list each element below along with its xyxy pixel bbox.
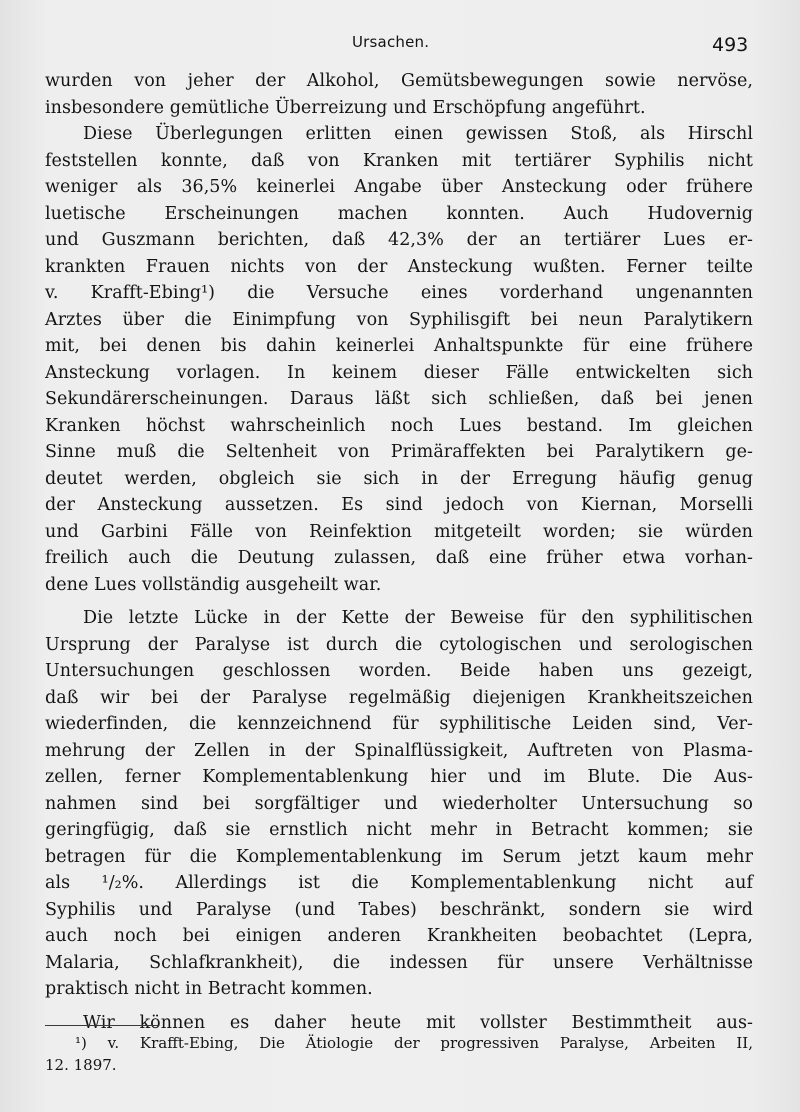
text-line: mit, bei denen bis dahin keinerlei Anhaltspunkte für eine frühere	[45, 336, 753, 356]
text-line: Wir können es daher heute mit vollster Bestimmtheit aus-	[83, 1012, 753, 1033]
text-line: als ¹/₂%. Allerdings ist die Komplementablenkung nicht auf	[45, 873, 753, 893]
text-line: Syphilis und Paralyse (und Tabes) beschränkt, sondern sie wird	[45, 899, 753, 920]
text-line: praktisch nicht in Betracht kommen.	[45, 979, 373, 999]
text-line: auch noch bei einigen anderen Krankheiten beobachtet (Lepra,	[45, 926, 753, 946]
text-line: zellen, ferner Komplementablenkung hier und im Blute. Die Aus-	[45, 767, 753, 787]
text-line: der Ansteckung aussetzen. Es sind jedoch von Kiernan, Morselli	[45, 495, 753, 515]
footnote-line: ¹) v. Krafft-Ebing, Die Ätiologie der progressiven Paralyse, Arbeiten II,	[75, 1034, 753, 1052]
text-line: Untersuchungen geschlossen worden. Beide haben uns gezeigt,	[45, 661, 753, 681]
running-head: Ursachen.	[352, 33, 430, 51]
text-line: Sinne muß die Seltenheit von Primäraffekten bei Paralytikern ge-	[45, 442, 753, 462]
text-line: und Garbini Fälle von Reinfektion mitgeteilt worden; sie würden	[45, 521, 753, 542]
text-line: nahmen sind bei sorgfältiger und wiederholter Untersuchung so	[45, 793, 753, 814]
text-line: Sekundärerscheinungen. Daraus läßt sich schließen, daß bei jenen	[45, 389, 753, 409]
text-line: Arztes über die Einimpfung von Syphilisgift bei neun Paralytikern	[45, 309, 753, 330]
text-line: feststellen konnte, daß von Kranken mit tertiärer Syphilis nicht	[45, 150, 753, 171]
text-line: wiederfinden, die kennzeichnend für syphilitische Leiden sind, Ver-	[45, 714, 753, 734]
text-line: und Guszmann berichten, daß 42,3% der an tertiärer Lues er-	[45, 230, 753, 250]
text-line: dene Lues vollständig ausgeheilt war.	[45, 574, 382, 595]
text-line: v. Krafft-Ebing¹) die Versuche eines vorderhand ungenannten	[45, 283, 753, 303]
footnotes	[45, 1032, 753, 1076]
footnote-line: 12. 1897.	[45, 1056, 117, 1074]
text-line: Diese Überlegungen erlitten einen gewissen Stoß, als Hirschl	[83, 124, 753, 144]
text-line: mehrung der Zellen in der Spinalflüssigkeit, Auftreten von Plasma-	[45, 740, 753, 761]
text-line: Malaria, Schlafkrankheit), die indessen für unsere Verhältnisse	[45, 952, 753, 973]
text-line: krankten Frauen nichts von der Ansteckung wußten. Ferner teilte	[45, 256, 753, 277]
page-number: 493	[712, 34, 749, 56]
text-line: weniger als 36,5% keinerlei Angabe über Ansteckung oder frühere	[45, 177, 753, 197]
footnote-rule	[45, 1025, 159, 1026]
text-line: daß wir bei der Paralyse regelmäßig diejenigen Krankheitszeichen	[45, 687, 753, 708]
text-line: freilich auch die Deutung zulassen, daß eine früher etwa vorhan-	[45, 548, 753, 568]
text-line: insbesondere gemütliche Überreizung und Erschöpfung angeführt.	[45, 97, 646, 118]
text-line: betragen für die Komplementablenkung im Serum jetzt kaum mehr	[45, 846, 753, 867]
text-line: Ansteckung vorlagen. In keinem dieser Fälle entwickelten sich	[45, 362, 753, 383]
text-line: deutet werden, obgleich sie sich in der Erregung häufig genug	[45, 468, 753, 489]
text-line: Ursprung der Paralyse ist durch die cytologischen und serologischen	[45, 634, 753, 655]
text-line: Die letzte Lücke in der Kette der Beweise für den syphilitischen	[83, 608, 753, 628]
text-line: geringfügig, daß sie ernstlich nicht mehr in Betracht kommen; sie	[45, 820, 753, 840]
text-line: wurden von jeher der Alkohol, Gemütsbewegungen sowie nervöse,	[45, 71, 753, 91]
text-line: Kranken höchst wahrscheinlich noch Lues bestand. Im gleichen	[45, 415, 753, 436]
body-text	[45, 68, 753, 1036]
text-line: luetische Erscheinungen machen konnten. Auch Hudovernig	[45, 203, 753, 224]
